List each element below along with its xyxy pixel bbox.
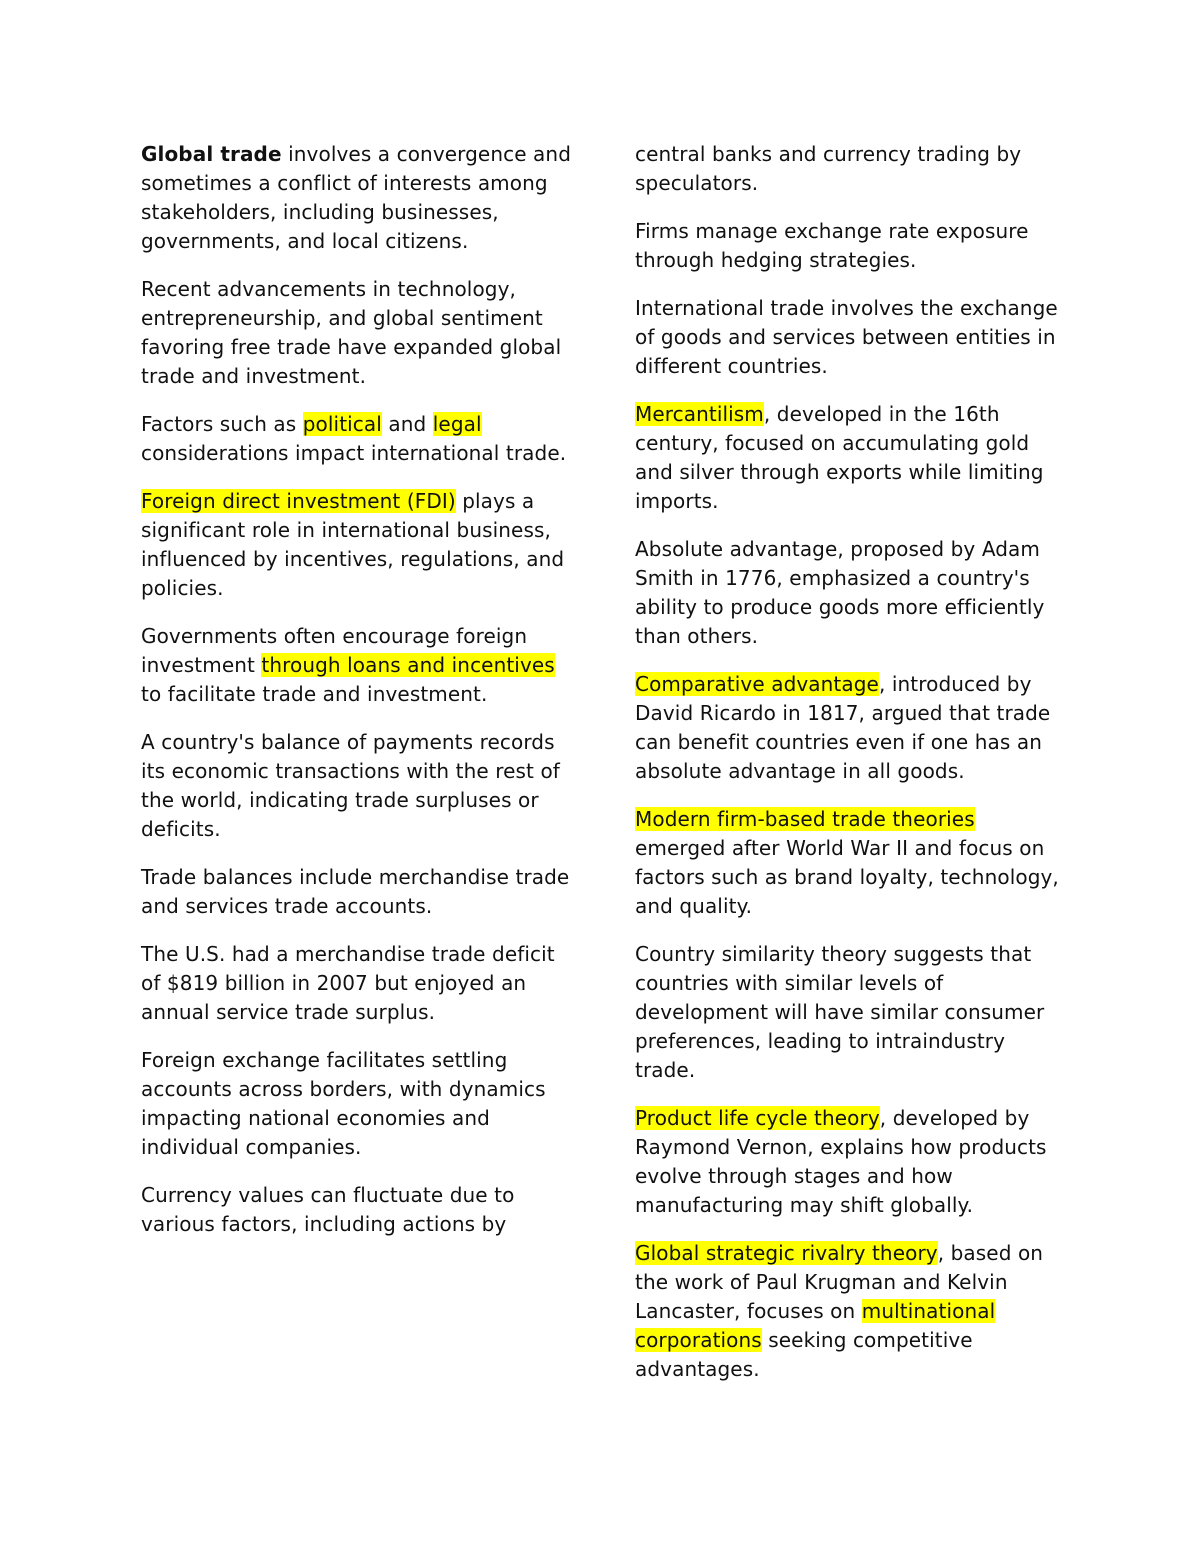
text-run: , based on the work of Paul Krugman and Kelvin Lancaster, focuses on bbox=[635, 1241, 1044, 1323]
highlighted-text: Foreign direct investment (FDI) bbox=[141, 489, 456, 513]
text-run: International trade involves the exchange of goods and services between entities in different countries. bbox=[635, 296, 1058, 378]
text-run: and bbox=[381, 412, 433, 436]
text-run: involves a convergence and sometimes a conflict of interests among stakeholders, including businesses, governments, and local citizens. bbox=[141, 142, 571, 253]
text-run: A country's balance of payments records its economic transactions with the rest of the world, indicating trade surpluses or deficits. bbox=[141, 730, 560, 841]
paragraph bbox=[141, 622, 573, 709]
paragraph bbox=[635, 1104, 1067, 1220]
text-run: emerged after World War II and focus on factors such as brand loyalty, technology, and quality. bbox=[635, 836, 1059, 918]
paragraph bbox=[141, 728, 573, 844]
paragraph bbox=[141, 863, 573, 921]
text-run: central banks and currency trading by speculators. bbox=[635, 142, 1022, 195]
paragraph bbox=[141, 1181, 573, 1239]
text-run: Recent advancements in technology, entrepreneurship, and global sentiment favoring free trade have expanded global trade and investment. bbox=[141, 277, 562, 388]
paragraph bbox=[635, 535, 1067, 651]
paragraph bbox=[635, 294, 1067, 381]
paragraph bbox=[635, 140, 1067, 198]
text-run: , developed in the 16th century, focused on accumulating gold and silver through exports while limiting imports. bbox=[635, 402, 1044, 513]
paragraph bbox=[635, 1239, 1067, 1384]
paragraph bbox=[141, 1046, 573, 1162]
text-run: plays a significant role in international business, influenced by incentives, regulations, and policies. bbox=[141, 489, 565, 600]
highlighted-text: Product life cycle theory bbox=[635, 1106, 880, 1130]
left-column bbox=[141, 140, 573, 1258]
paragraph bbox=[141, 487, 573, 603]
paragraph bbox=[141, 275, 573, 391]
text-run: considerations impact international trade. bbox=[141, 441, 567, 465]
text-run: Factors such as bbox=[141, 412, 303, 436]
text-run: Firms manage exchange rate exposure through hedging strategies. bbox=[635, 219, 1029, 272]
text-run: Currency values can fluctuate due to various factors, including actions by bbox=[141, 1183, 515, 1236]
text-run: , developed by Raymond Vernon, explains how products evolve through stages and how manufacturing may shift globally. bbox=[635, 1106, 1047, 1217]
highlighted-text: legal bbox=[432, 412, 482, 436]
text-run: Governments often encourage foreign investment bbox=[141, 624, 528, 677]
text-run: The U.S. had a merchandise trade deficit of $819 billion in 2007 but enjoyed an annual service trade surplus. bbox=[141, 942, 555, 1024]
text-run: Country similarity theory suggests that countries with similar levels of development will have similar consumer preferences, leading to intraindustry trade. bbox=[635, 942, 1045, 1082]
highlighted-text: Comparative advantage bbox=[635, 672, 879, 696]
highlighted-text: Modern firm-based trade theories bbox=[635, 807, 975, 831]
text-run: Foreign exchange facilitates settling accounts across borders, with dynamics impacting national economies and individual companies. bbox=[141, 1048, 546, 1159]
text-run: Trade balances include merchandise trade and services trade accounts. bbox=[141, 865, 570, 918]
paragraph bbox=[635, 805, 1067, 921]
paragraph bbox=[635, 940, 1067, 1085]
paragraph bbox=[635, 217, 1067, 275]
highlighted-text: Mercantilism bbox=[635, 402, 764, 426]
paragraph bbox=[141, 410, 573, 468]
text-run: , introduced by David Ricardo in 1817, argued that trade can benefit countries even if one has an absolute advantage in all goods. bbox=[635, 672, 1051, 783]
paragraph bbox=[635, 400, 1067, 516]
highlighted-text: through loans and incentives bbox=[261, 653, 555, 677]
text-run: to facilitate trade and investment. bbox=[141, 682, 488, 706]
paragraph bbox=[635, 670, 1067, 786]
bold-term: Global trade bbox=[141, 142, 282, 166]
text-run: seeking competitive advantages. bbox=[635, 1328, 973, 1381]
highlighted-text: multinational corporations bbox=[635, 1299, 996, 1352]
highlighted-text: Global strategic rivalry theory bbox=[635, 1241, 938, 1265]
text-run: Absolute advantage, proposed by Adam Smith in 1776, emphasized a country's ability to produce goods more efficiently than others. bbox=[635, 537, 1045, 648]
paragraph bbox=[141, 140, 573, 256]
paragraph bbox=[141, 940, 573, 1027]
highlighted-text: political bbox=[302, 412, 382, 436]
right-column bbox=[635, 140, 1067, 1403]
